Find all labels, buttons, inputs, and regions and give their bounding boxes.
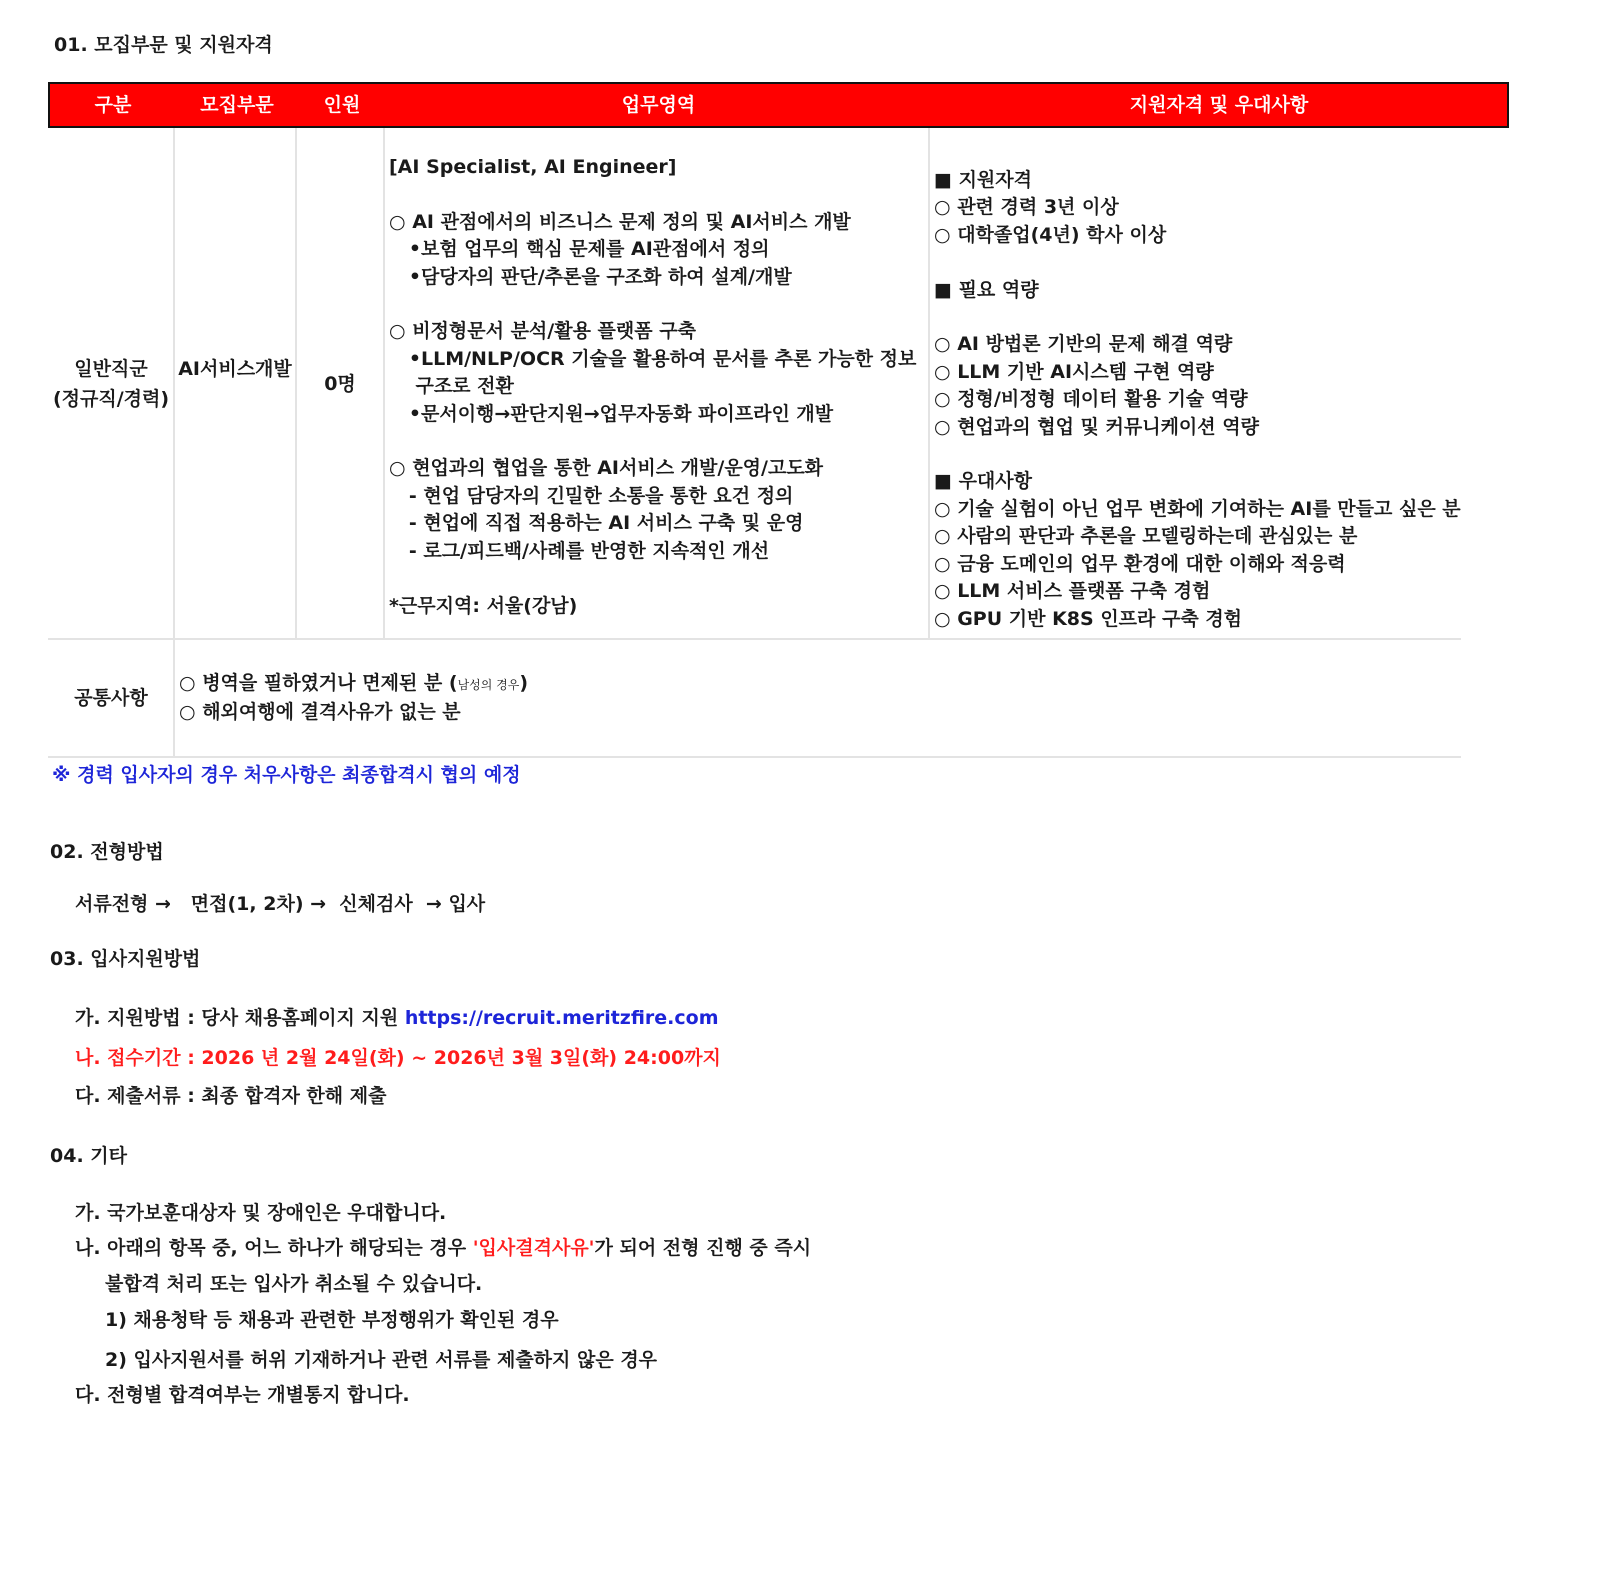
work-area-line xyxy=(389,565,916,592)
section2-title: 02. 전형방법 xyxy=(50,841,164,863)
other-item-b-suffix: 가 되어 전형 진행 중 즉시 xyxy=(594,1237,812,1259)
other-item-a: 가. 국가보훈대상자 및 장애인은 우대합니다. xyxy=(75,1202,447,1224)
qualification-line: ○ LLM 기반 AI시스템 구현 역량 xyxy=(934,360,1214,383)
work-area-line: - 현업 담당자의 긴밀한 소통을 통한 요건 정의 xyxy=(389,484,794,507)
header-category: 구분 xyxy=(94,94,132,116)
work-area-line: - 현업에 직접 적용하는 AI 서비스 구축 및 운영 xyxy=(389,512,804,535)
common-line1: ○ 병역을 필하였거나 면제된 분 ( xyxy=(179,672,458,694)
work-area-line xyxy=(389,181,916,208)
other-item-c: 다. 전형별 합격여부는 개별통지 합니다. xyxy=(75,1384,410,1406)
category-line1: 일반직군 xyxy=(74,358,148,380)
recruit-link[interactable]: https://recruit.meritzfire.com xyxy=(404,1007,719,1029)
other-item-b-1: 1) 채용청탁 등 채용과 관련한 부정행위가 확인된 경우 xyxy=(105,1309,559,1331)
qualification-line: ○ 관련 경력 3년 이상 xyxy=(934,196,1119,219)
other-item-b xyxy=(75,1233,811,1260)
qualification-line: ○ 금융 도메인의 업무 환경에 대한 이해와 적응력 xyxy=(934,552,1346,575)
other-item-b-prefix: 나. 아래의 항목 중, 어느 하나가 해당되는 경우 xyxy=(75,1237,473,1259)
common-line1-note: 남성의 경우 xyxy=(457,678,520,692)
section1-title: 01. 모집부문 및 지원자격 xyxy=(54,34,273,56)
apply-method xyxy=(75,1003,719,1030)
header-headcount: 인원 xyxy=(323,94,361,116)
work-area-line: [AI Specialist, AI Engineer] xyxy=(389,156,677,178)
qualification-line xyxy=(934,304,1461,331)
work-area-line: ○ 현업과의 협업을 통한 AI서비스 개발/운영/고도화 xyxy=(389,457,824,480)
qualification-line: ○ 정형/비정형 데이터 활용 기술 역량 xyxy=(934,388,1248,411)
work-area-line: ○ 비정형문서 분석/활용 플랫폼 구축 xyxy=(389,320,696,343)
section3-title: 03. 입사지원방법 xyxy=(50,948,201,970)
qualification-line: ○ 현업과의 협업 및 커뮤니케이션 역량 xyxy=(934,415,1259,438)
work-area-line: •보험 업무의 핵심 문제를 AI관점에서 정의 xyxy=(389,238,770,261)
work-area-line xyxy=(389,428,916,455)
qualification-line: ○ AI 방법론 기반의 문제 해결 역량 xyxy=(934,333,1233,356)
qualification-line: ■ 우대사항 xyxy=(934,470,1032,493)
common-content xyxy=(179,670,528,727)
qualification-line: ■ 지원자격 xyxy=(934,169,1032,191)
work-area-line: ○ AI 관점에서의 비즈니스 문제 정의 및 AI서비스 개발 xyxy=(389,210,851,233)
row-work-area xyxy=(389,154,916,620)
work-area-line: *근무지역: 서울(강남) xyxy=(389,594,578,617)
work-area-line: •LLM/NLP/OCR 기술을 활용하여 문서를 추론 가능한 정보 xyxy=(389,347,917,370)
work-area-line: - 로그/피드백/사례를 반영한 지속적인 개선 xyxy=(389,539,770,562)
qualification-line: ○ LLM 서비스 플랫폼 구축 경험 xyxy=(934,580,1211,603)
work-area-line xyxy=(389,291,916,318)
qualification-line xyxy=(934,441,1461,468)
category-line2: (정규직/경력) xyxy=(52,388,170,410)
row-qualifications xyxy=(934,167,1461,633)
other-item-b-2: 2) 입사지원서를 허위 기재하거나 관련 서류를 제출하지 않은 경우 xyxy=(105,1349,658,1371)
table-divider xyxy=(48,756,1461,758)
apply-documents: 다. 제출서류 : 최종 합격자 한해 제출 xyxy=(75,1085,387,1107)
row-department: AI서비스개발 xyxy=(178,358,292,380)
qualification-line: ○ 기술 실험이 아닌 업무 변화에 기여하는 AI를 만들고 싶은 분 xyxy=(934,497,1461,520)
work-area-line: •담당자의 판단/추론을 구조화 하여 설계/개발 xyxy=(389,265,792,288)
process-flow: 서류전형 → 면접(1, 2차) → 신체검사 → 입사 xyxy=(75,893,486,915)
table-header xyxy=(48,82,1509,128)
common-line2: ○ 해외여행에 결격사유가 없는 분 xyxy=(179,701,461,724)
table-divider xyxy=(928,128,930,640)
common-label: 공통사항 xyxy=(74,687,148,709)
salary-note: ※ 경력 입사자의 경우 처우사항은 최종합격시 협의 예정 xyxy=(52,764,521,786)
qualification-line: ○ GPU 기반 K8S 인프라 구축 경험 xyxy=(934,607,1243,630)
other-item-b-line2: 불합격 처리 또는 입사가 취소될 수 있습니다. xyxy=(105,1273,483,1295)
header-department: 모집부문 xyxy=(200,94,274,116)
header-qualifications: 지원자격 및 우대사항 xyxy=(1129,94,1309,116)
work-area-line: 구조로 전환 xyxy=(389,375,514,398)
row-headcount: 0명 xyxy=(324,373,356,395)
apply-period: 나. 접수기간 : 2026 년 2월 24일(화) ~ 2026년 3월 3일(화) 24:00까지 xyxy=(75,1047,721,1069)
common-line1-end: ) xyxy=(519,672,529,694)
header-work-area: 업무영역 xyxy=(621,94,696,116)
qualification-line xyxy=(934,249,1461,276)
table-divider xyxy=(48,638,1461,640)
row-category xyxy=(48,354,174,414)
qualification-line: ○ 사람의 판단과 추론을 모델링하는데 관심있는 분 xyxy=(934,525,1358,548)
other-item-b-highlight: '입사결격사유' xyxy=(472,1237,595,1259)
apply-method-text: 가. 지원방법 : 당사 채용홈페이지 지원 xyxy=(75,1007,405,1029)
table-divider xyxy=(173,128,175,758)
qualification-line: ○ 대학졸업(4년) 학사 이상 xyxy=(934,223,1167,246)
qualification-line: ■ 필요 역량 xyxy=(934,278,1039,301)
section4-title: 04. 기타 xyxy=(50,1145,127,1167)
work-area-line: •문서이행→판단지원→업무자동화 파이프라인 개발 xyxy=(389,402,834,425)
